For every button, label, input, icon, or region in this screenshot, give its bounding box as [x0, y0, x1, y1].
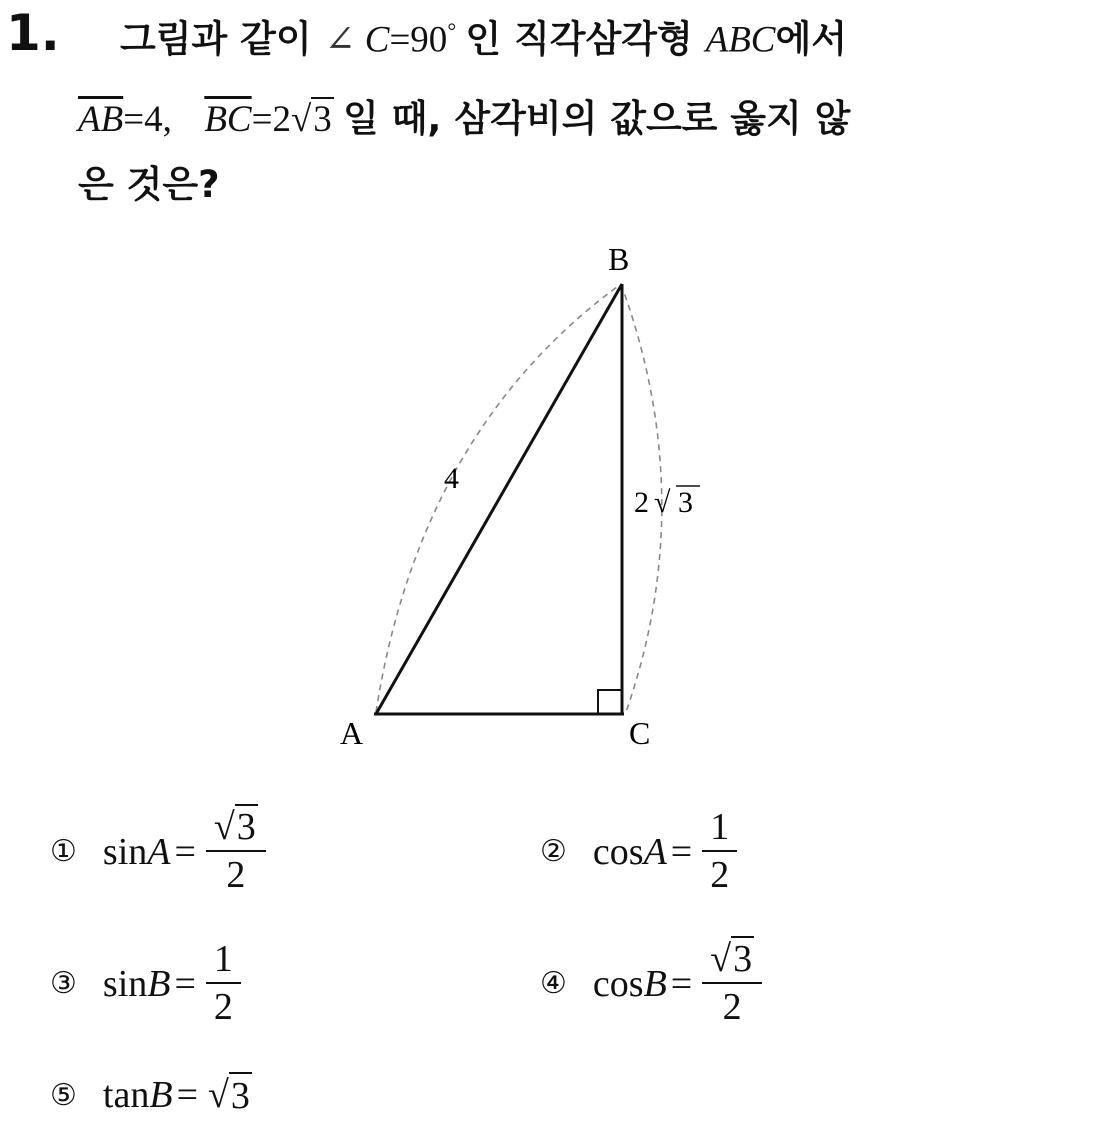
trig-function: tan — [102, 1074, 150, 1116]
segment-ab-value: =4, — [123, 99, 172, 140]
choice-2[interactable] — [540, 808, 737, 896]
question-number: 1. — [6, 4, 60, 62]
fraction — [206, 940, 241, 1028]
side-bc-sqrt-sign: √ — [654, 486, 671, 519]
question-text: 은 것은? — [78, 163, 220, 206]
angle-symbol: ∠ — [324, 19, 356, 61]
equals-sign: = — [670, 962, 693, 1005]
side-bc-radicand: 3 — [678, 486, 693, 519]
choice-3[interactable] — [50, 940, 241, 1028]
triangle-name: ABC — [705, 19, 776, 61]
sqrt-sign: √ — [290, 99, 312, 140]
fraction-denominator: 2 — [722, 985, 742, 1028]
sqrt-sign: √ — [213, 806, 235, 848]
angle-variable: C — [364, 19, 390, 61]
side-ab-label: 4 — [444, 462, 459, 495]
choice-marker: ⑤ — [50, 1077, 77, 1113]
angle-equals: =90 — [389, 19, 448, 61]
trig-variable: A — [147, 830, 171, 873]
degree-symbol: ° — [447, 18, 457, 43]
question-text: 인 직각삼각형 — [465, 17, 706, 61]
radicand: 3 — [229, 1072, 252, 1118]
choice-marker: ④ — [540, 966, 567, 1002]
fraction-denominator: 2 — [710, 853, 730, 896]
side-ab — [376, 284, 622, 714]
trig-variable: B — [643, 962, 667, 1005]
fraction-numerator: 1 — [702, 808, 737, 852]
question-text: 그림과 같이 — [120, 17, 325, 61]
trig-variable: B — [149, 1074, 173, 1116]
equals-sign: = — [176, 1074, 198, 1116]
choice-1[interactable] — [50, 808, 266, 896]
segment-ab: $\overline{AB}$ — [78, 99, 124, 140]
vertex-label-b: B — [608, 241, 630, 277]
trig-function: sin — [102, 830, 148, 873]
choice-marker: ③ — [50, 966, 77, 1002]
question-text: 일 때, 삼각비의 값으로 옳지 않 — [343, 97, 851, 140]
fraction-numerator: 1 — [206, 940, 241, 984]
equals-sign: = — [670, 830, 693, 873]
segment-bc-equals: =2 — [251, 99, 291, 140]
right-angle-marker — [598, 690, 622, 714]
trig-function: cos — [592, 962, 644, 1005]
fraction — [702, 940, 762, 1028]
fraction-denominator: 2 — [213, 985, 233, 1028]
side-bc-coefficient: 2 — [634, 486, 649, 519]
segment-bc: $\overline{BC}$ — [204, 99, 252, 140]
fraction-numerator — [702, 940, 762, 984]
sqrt-sign: √ — [208, 1074, 229, 1116]
fraction — [206, 808, 266, 896]
question-text: 에서 — [775, 17, 847, 61]
choice-5[interactable] — [50, 1072, 252, 1118]
vertex-label-c: C — [629, 715, 651, 751]
trig-function: sin — [102, 962, 148, 1005]
choice-4[interactable] — [540, 940, 762, 1028]
equals-sign: = — [174, 962, 196, 1005]
equals-sign: = — [174, 830, 196, 873]
sqrt-sign: √ — [710, 938, 732, 980]
segment-bc-radicand: 3 — [313, 99, 332, 140]
trig-function: cos — [592, 830, 644, 873]
trig-variable: A — [643, 830, 667, 873]
fraction — [702, 808, 737, 896]
choice-marker: ① — [50, 834, 77, 870]
radicand: 3 — [236, 806, 256, 848]
radicand: 3 — [733, 938, 753, 980]
vertex-label-a: A — [340, 715, 364, 751]
fraction-numerator — [206, 808, 266, 852]
trig-variable: B — [147, 962, 171, 1005]
fraction-denominator: 2 — [226, 853, 246, 896]
choice-marker: ② — [540, 834, 567, 870]
